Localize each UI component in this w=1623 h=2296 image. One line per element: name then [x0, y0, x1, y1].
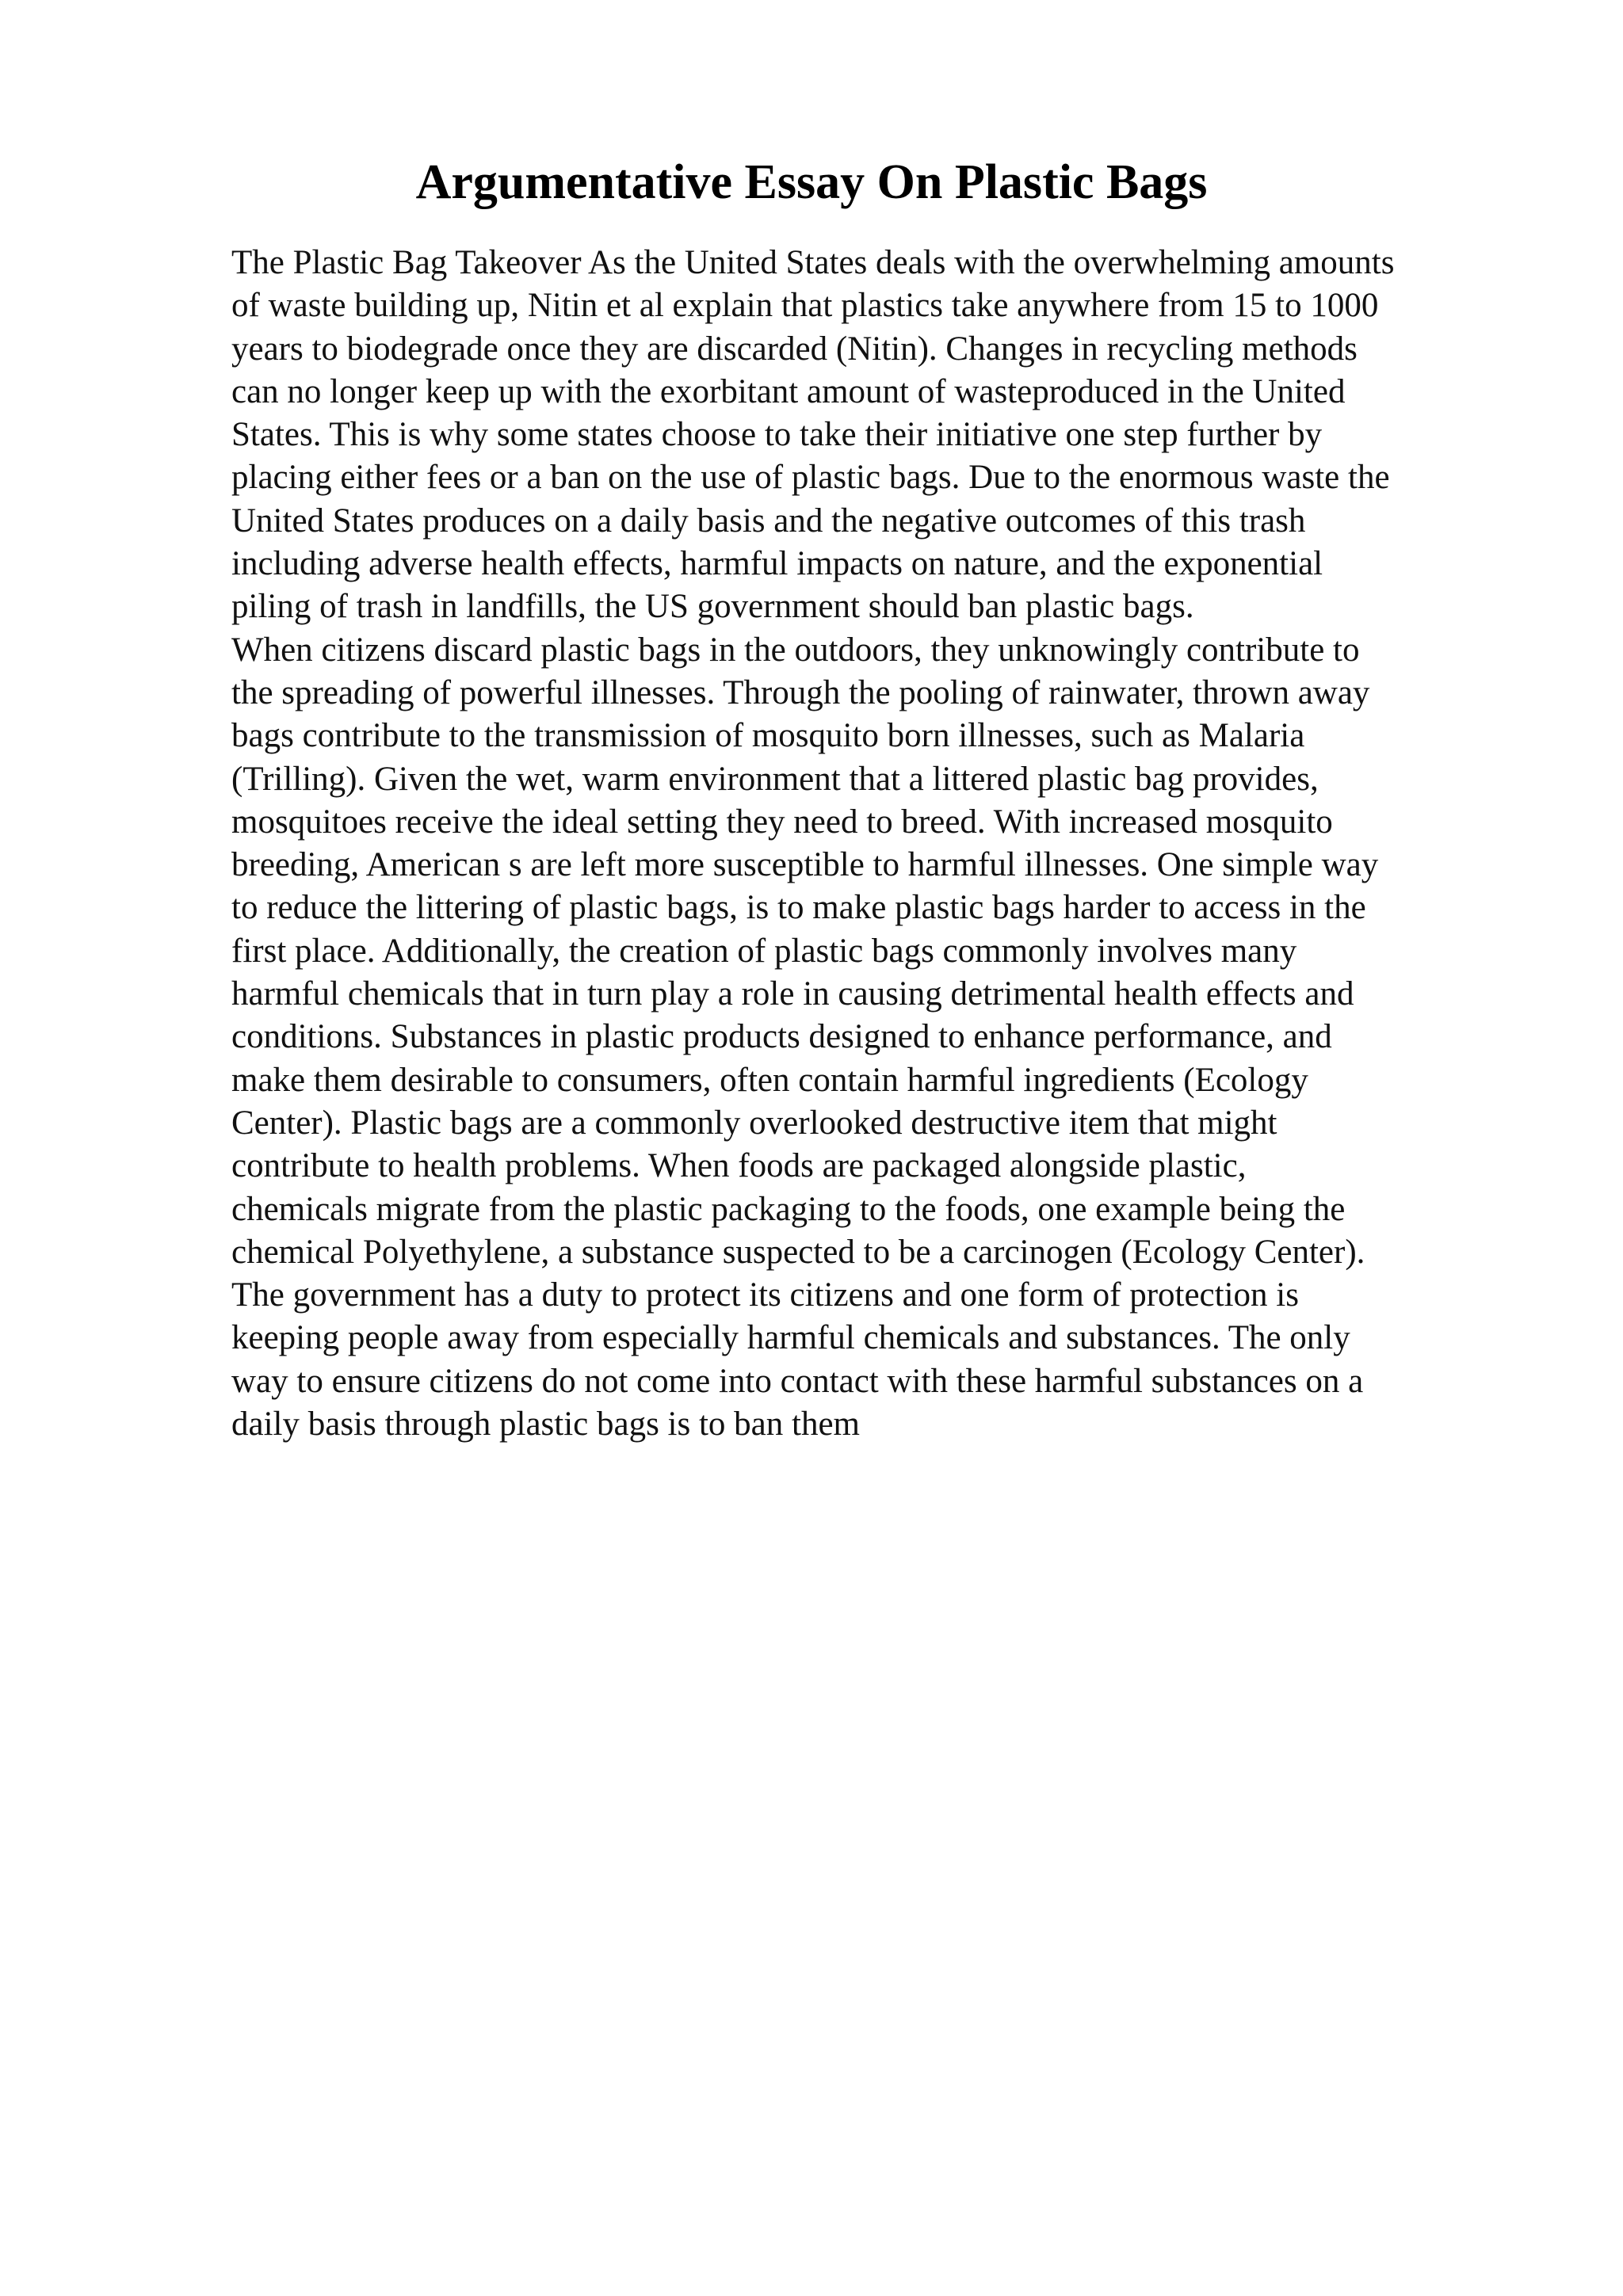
essay-line: contribute to health problems. When foods are packaged alongside plastic, — [231, 1147, 1247, 1185]
essay-line: The government has a duty to protect its citizens and one form of protection is — [231, 1276, 1299, 1314]
essay-line: conditions. Substances in plastic products designed to enhance performance, and — [231, 1018, 1332, 1056]
essay-line: of waste building up, Nitin et al explain that plastics take anywhere from 15 to 1000 — [231, 287, 1379, 325]
essay-line: chemicals migrate from the plastic packaging to the foods, one example being the — [231, 1190, 1346, 1228]
essay-line: first place. Additionally, the creation of plastic bags commonly involves many — [231, 932, 1297, 970]
essay-line: way to ensure citizens do not come into contact with these harmful substances on a — [231, 1362, 1364, 1400]
essay-line: keeping people away from especially harmful chemicals and substances. The only — [231, 1319, 1350, 1357]
essay-line: Center). Plastic bags are a commonly overlooked destructive item that might — [231, 1104, 1277, 1142]
essay-line: the spreading of powerful illnesses. Through the pooling of rainwater, thrown away — [231, 673, 1370, 711]
essay-body — [231, 242, 1499, 1446]
essay-line: daily basis through plastic bags is to ban them — [231, 1405, 861, 1444]
essay-line: years to biodegrade once they are discarded (Nitin). Changes in recycling methods — [231, 330, 1358, 368]
essay-line: placing either fees or a ban on the use of plastic bags. Due to the enormous waste the — [231, 459, 1390, 497]
essay-line: The Plastic Bag Takeover As the United States deals with the overwhelming amounts — [231, 244, 1395, 281]
essay-line: to reduce the littering of plastic bags, is to make plastic bags harder to access in the — [231, 889, 1366, 927]
essay-line: harmful chemicals that in turn play a role in causing detrimental health effects and — [231, 975, 1354, 1013]
essay-line: piling of trash in landfills, the US government should ban plastic bags. — [231, 588, 1194, 626]
essay-title: Argumentative Essay On Plastic Bags — [415, 155, 1208, 209]
essay-line: States. This is why some states choose to take their initiative one step further by — [231, 416, 1323, 454]
essay-line: When citizens discard plastic bags in the outdoors, they unknowingly contribute to — [231, 631, 1360, 669]
essay-line: bags contribute to the transmission of mosquito born illnesses, such as Malaria — [231, 717, 1305, 755]
essay-line: make them desirable to consumers, often contain harmful ingredients (Ecology — [231, 1061, 1308, 1099]
essay-line: (Trilling). Given the wet, warm environment that a littered plastic bag provides, — [231, 760, 1319, 798]
essay-line: chemical Polyethylene, a substance suspected to be a carcinogen (Ecology Center). — [231, 1233, 1365, 1271]
essay-line: can no longer keep up with the exorbitant amount of wasteproduced in the United — [231, 372, 1346, 410]
essay-line: including adverse health effects, harmful impacts on nature, and the exponential — [231, 545, 1323, 583]
essay-line: breeding, American s are left more susceptible to harmful illnesses. One simple way — [231, 846, 1379, 884]
essay-line: mosquitoes receive the ideal setting they need to breed. With increased mosquito — [231, 803, 1333, 841]
essay-line: United States produces on a daily basis and the negative outcomes of this trash — [231, 502, 1306, 540]
